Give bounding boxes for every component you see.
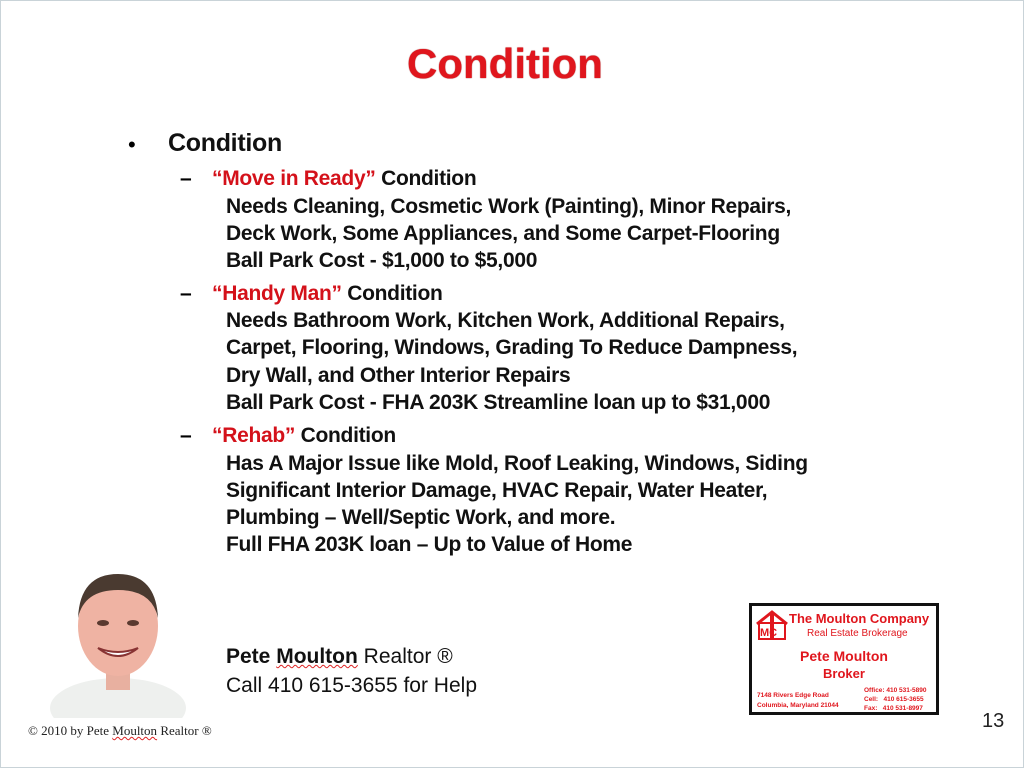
- copyright-name: Moulton: [112, 723, 158, 738]
- signature: [226, 642, 477, 700]
- card-fax: Fax: 410 531-8997: [864, 705, 923, 712]
- body-line: Full FHA 203K loan – Up to Value of Home: [226, 533, 633, 556]
- company-logo-icon: [755, 610, 789, 640]
- copyright: [28, 723, 212, 739]
- dash-icon: –: [180, 282, 192, 305]
- body-line: Deck Work, Some Appliances, and Some Carpet-Flooring: [226, 222, 780, 245]
- dash-icon: –: [180, 424, 192, 447]
- body-line: Needs Cleaning, Cosmetic Work (Painting), Minor Repairs,: [226, 195, 792, 218]
- section-suffix: Condition: [341, 282, 443, 305]
- card-company: The Moulton Company: [789, 611, 930, 626]
- body-line: Dry Wall, and Other Interior Repairs: [226, 364, 571, 387]
- body-line: Carpet, Flooring, Windows, Grading To Reduce Dampness,: [226, 336, 798, 359]
- body-line: Ball Park Cost - FHA 203K Streamline loan up to $31,000: [226, 391, 771, 414]
- body-line: Plumbing – Well/Septic Work, and more.: [226, 506, 616, 529]
- section-heading: [212, 424, 396, 448]
- card-name: Pete Moulton: [800, 648, 888, 664]
- dash-icon: –: [180, 167, 192, 190]
- section-suffix: Condition: [375, 167, 477, 190]
- call-line: Call 410 615-3655 for Help: [226, 674, 477, 697]
- section-label: “Handy Man”: [212, 282, 342, 305]
- card-subtitle: Real Estate Brokerage: [807, 628, 908, 639]
- body-line: Ball Park Cost - $1,000 to $5,000: [226, 249, 538, 272]
- section-heading: [212, 282, 443, 306]
- agent-last-name: Moulton: [276, 645, 358, 668]
- card-office: Office: 410 531-5890: [864, 687, 927, 694]
- section-heading: [212, 167, 476, 191]
- card-title: Broker: [823, 666, 865, 681]
- section-label: “Rehab”: [212, 424, 296, 447]
- card-address-2: Columbia, Maryland 21044: [757, 702, 839, 709]
- business-card: [749, 603, 939, 715]
- agent-photo: [48, 568, 186, 718]
- copyright-post: Realtor ®: [157, 723, 212, 738]
- main-heading: Condition: [168, 129, 282, 157]
- page-number: 13: [982, 710, 1005, 732]
- body-line: Needs Bathroom Work, Kitchen Work, Additional Repairs,: [226, 309, 785, 332]
- slide-title: Condition: [407, 40, 603, 87]
- agent-first-name: Pete: [226, 645, 277, 668]
- section-label: “Move in Ready”: [212, 167, 376, 190]
- body-line: Significant Interior Damage, HVAC Repair, Water Heater,: [226, 479, 768, 502]
- section-suffix: Condition: [295, 424, 396, 447]
- bullet-icon: •: [128, 132, 136, 157]
- card-cell: Cell: 410 615-3655: [864, 696, 924, 703]
- agent-role: Realtor ®: [357, 645, 453, 668]
- card-address-1: 7148 Rivers Edge Road: [757, 692, 829, 699]
- logo-text: MC: [760, 627, 778, 639]
- body-line: Has A Major Issue like Mold, Roof Leaking, Windows, Siding: [226, 452, 808, 475]
- copyright-pre: © 2010 by Pete: [28, 723, 113, 738]
